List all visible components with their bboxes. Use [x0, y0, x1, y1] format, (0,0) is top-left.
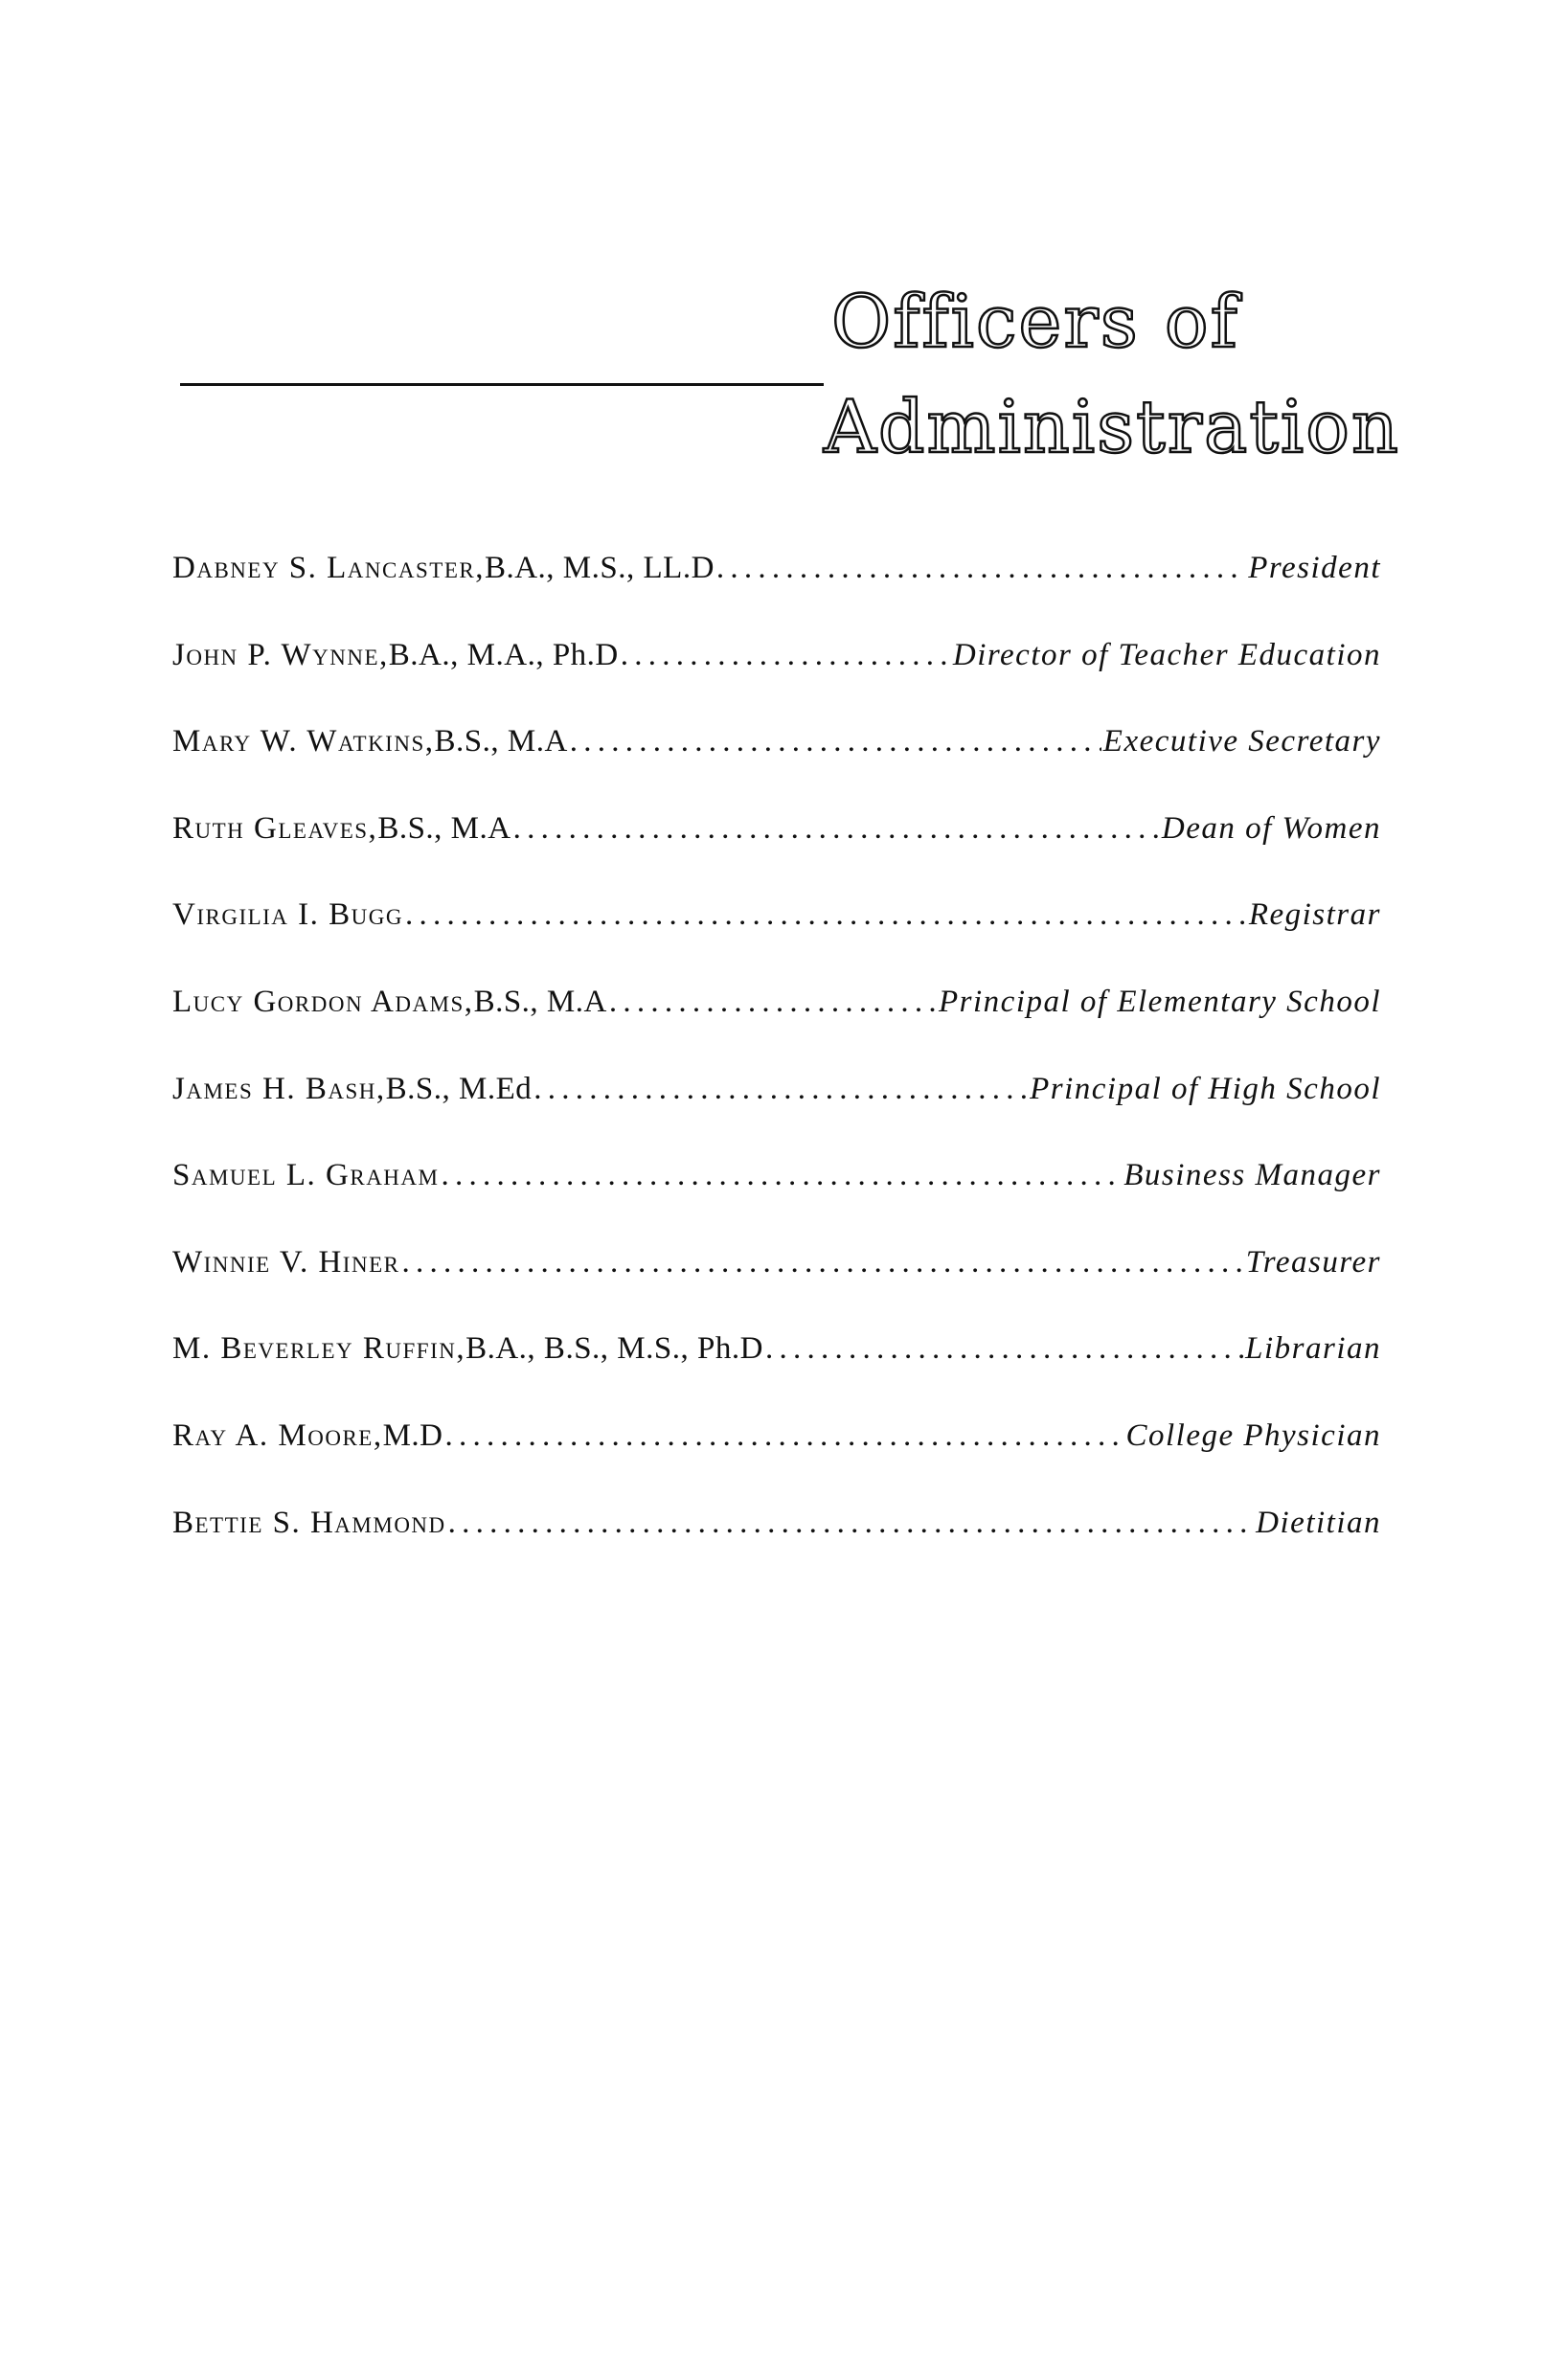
officer-title: College Physician: [1125, 1417, 1381, 1453]
officer-title: Director of Teacher Education: [952, 637, 1381, 672]
page-heading: [0, 0, 1543, 498]
officer-row: [172, 724, 1381, 811]
officer-name: Winnie V. Hiner: [172, 1244, 400, 1280]
dot-leader: [445, 1418, 1124, 1454]
officer-row: [172, 1245, 1381, 1332]
officer-name: Virgilia I. Bugg: [172, 897, 403, 933]
officer-name: M. Beverley Ruffin,: [172, 1331, 466, 1367]
officer-title: Librarian: [1245, 1331, 1381, 1367]
dot-leader: [513, 811, 1160, 847]
officer-name: Mary W. Watkins,: [172, 724, 435, 759]
officer-title: Dean of Women: [1161, 810, 1381, 846]
officer-title: Business Manager: [1123, 1158, 1381, 1193]
officer-name: Samuel L. Graham: [172, 1158, 440, 1193]
officer-degrees: B.A., B.S., M.S., Ph.D: [465, 1331, 763, 1367]
officer-row: [172, 897, 1381, 985]
officer-degrees: B.S., M.A: [434, 724, 568, 759]
officer-name: Lucy Gordon Adams,: [172, 984, 474, 1019]
officer-row: [172, 985, 1381, 1072]
officer-name: Bettie S. Hammond: [172, 1505, 446, 1540]
dot-leader: [609, 985, 937, 1020]
dot-leader: [765, 1331, 1243, 1367]
officer-degrees: B.S., M.Ed: [385, 1071, 533, 1106]
officer-title: Principal of High School: [1030, 1071, 1381, 1106]
dot-leader: [441, 1158, 1122, 1193]
officer-degrees: B.S., M.A: [473, 984, 607, 1019]
officer-degrees: M.D: [382, 1417, 443, 1453]
officer-row: [172, 551, 1381, 638]
dot-leader: [716, 551, 1246, 586]
officer-row: [172, 638, 1381, 725]
officer-title: Executive Secretary: [1102, 724, 1381, 759]
officer-row: [172, 1072, 1381, 1159]
officer-list: [172, 551, 1381, 1592]
officer-title: Principal of Elementary School: [939, 984, 1381, 1019]
officer-name: John P. Wynne,: [172, 637, 389, 672]
officer-title: Registrar: [1248, 897, 1381, 933]
officer-row: [172, 1418, 1381, 1506]
officer-row: [172, 1331, 1381, 1418]
officer-row: [172, 811, 1381, 898]
dot-leader: [405, 897, 1247, 933]
officer-name: Ruth Gleaves,: [172, 810, 378, 846]
officer-degrees: B.S., M.A: [377, 810, 511, 846]
officer-degrees: B.A., M.A., Ph.D: [388, 637, 619, 672]
heading-line-1: Officers of: [831, 279, 1239, 364]
dot-leader: [533, 1072, 1028, 1107]
officer-name: James H. Bash,: [172, 1071, 386, 1106]
officer-name: Ray A. Moore,: [172, 1417, 383, 1453]
dot-leader: [621, 638, 951, 673]
officer-name: Dabney S. Lancaster,: [172, 551, 485, 585]
officer-row: [172, 1506, 1381, 1593]
officer-title: Treasurer: [1245, 1244, 1381, 1280]
dot-leader: [570, 724, 1101, 759]
heading-rule: [180, 383, 824, 386]
officer-title: President: [1248, 551, 1381, 585]
dot-leader: [448, 1506, 1255, 1541]
dot-leader: [401, 1245, 1243, 1281]
officer-title: Dietitian: [1256, 1505, 1381, 1540]
heading-line-2: Administration: [824, 384, 1400, 469]
officer-degrees: B.A., M.S., LL.D: [484, 551, 715, 585]
officer-row: [172, 1158, 1381, 1245]
